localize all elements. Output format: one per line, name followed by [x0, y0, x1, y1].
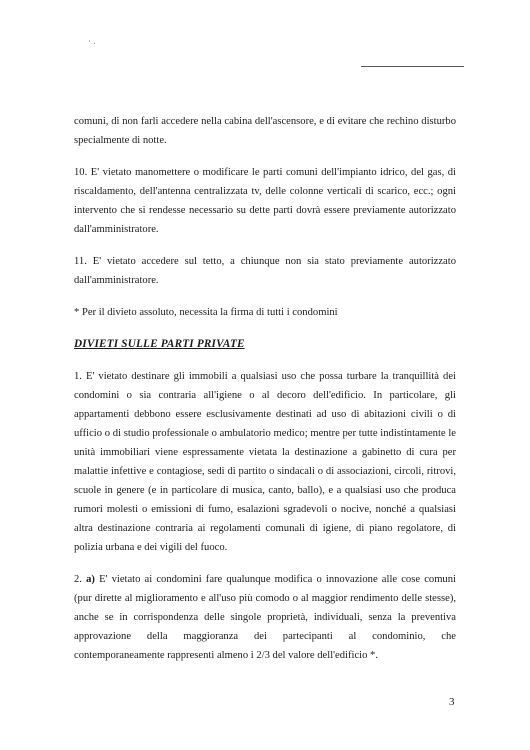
paragraph-number: 2. — [74, 574, 82, 585]
document-body — [74, 112, 456, 665]
footnote-absolute-ban: * Per il divieto assoluto, necessita la firma di tutti i condomini — [74, 307, 338, 318]
paragraph-private-2 — [74, 570, 456, 665]
header-rule — [361, 66, 464, 67]
paragraph-rule-10: 10. E' vietato manomettere o modificare le parti comuni dell'impianto idrico, del gas, di riscaldamento, dell'antenna centralizzata tv, delle colonne verticali di scarico, ecc.; ogni intervento che si rendesse necessario su dette parti dovrà essere previamente autorizzato dall'amministratore. — [74, 167, 456, 235]
paragraph-private-1: 1. E' vietato destinare gli immobili a qualsiasi uso che possa turbare la tranquillità dei condomini o sia contraria all'igiene o al decoro dell'edificio. In particolare, gli appartamenti debbono essere esclusivamente destinati ad uso di abitazioni civili o di ufficio o di studio professionale o ambulatorio medico; mentre per tutte indistintamente le unità immobiliari viene espressamente vietata la destinazione a gabinetto di cura per malattie infettive e contagiose, sedi di partito o sindacali o di associazioni, circoli, ritrovi, scuole in genere (e in particolare di musica, canto, ballo), e a qualsiasi uso che produca rumori molesti o emissioni di fumo, esalazioni sgradevoli o nocive, nonché a qualsiasi altra destinazione contraria ai regolamenti comunali di igiene, di piano regolatore, di polizia urbana e dei vigili del fuoco. — [74, 371, 456, 553]
paragraph-private-2-text: E' vietato ai condomini fare qualunque modifica o innovazione alle cose comuni (pur dirette al miglioramento e all'uso più comodo o al maggior rendimento delle stesse), anche se in corrispondenza delle singole proprietà, individuali, senza la preventiva approvazione della maggioranza dei partecipanti al condominio, che contemporaneamente rappresenti almeno i 2/3 del valore dell'edificio *. — [74, 574, 456, 661]
paragraph-rule-11: 11. E' vietato accedere sul tetto, a chiunque non sia stato previamente autorizzato dall'amministratore. — [74, 256, 456, 286]
page-number: 3 — [449, 696, 455, 708]
section-heading-private-parts: DIVIETI SULLE PARTI PRIVATE — [74, 338, 245, 350]
header-mark: · . — [88, 36, 96, 46]
subitem-marker: a) — [86, 574, 95, 585]
paragraph-continuation: comuni, di non farli accedere nella cabina dell'ascensore, e di evitare che rechino disturbo specialmente di notte. — [74, 116, 456, 146]
